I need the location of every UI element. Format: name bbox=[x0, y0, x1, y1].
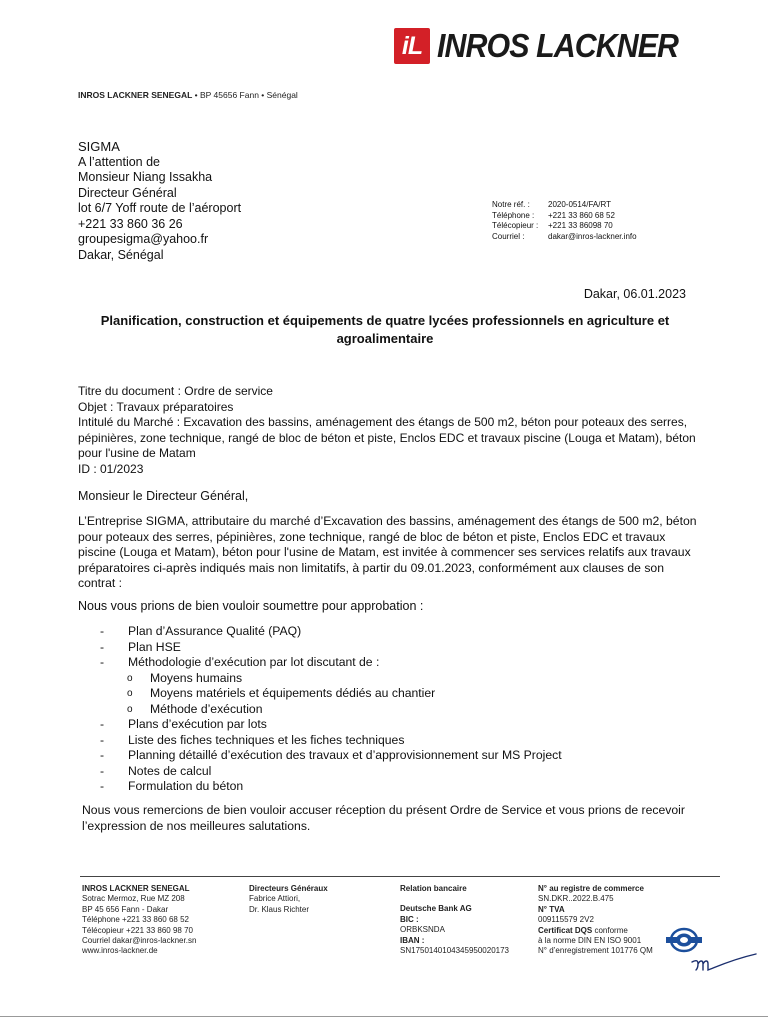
footer-line: Fabrice Attiori, bbox=[249, 894, 301, 904]
sub-list-item bbox=[100, 671, 562, 687]
list-item-text: Plan d’Assurance Qualité (PAQ) bbox=[128, 624, 302, 638]
document-info bbox=[78, 384, 708, 477]
recipient-line: Monsieur Niang Issakha bbox=[78, 170, 213, 184]
footer-heading: INROS LACKNER SENEGAL bbox=[82, 884, 190, 893]
footer-cert-label: Certificat DQS bbox=[538, 925, 593, 935]
footer-iban-value: SN1750140104345950020173 bbox=[400, 946, 509, 956]
reference-row bbox=[492, 211, 637, 222]
sub-list-item-text: Moyens matériels et équipements dédiés au chantier bbox=[150, 686, 436, 700]
reference-label: Télécopieur : bbox=[492, 221, 539, 230]
spacer bbox=[400, 894, 509, 904]
list-item bbox=[100, 748, 562, 764]
sender-address: • BP 45656 Fann • Sénégal bbox=[194, 90, 298, 100]
circle-bullet: o bbox=[127, 703, 133, 715]
recipient-line: lot 6/7 Yoff route de l’aéroport bbox=[78, 201, 242, 215]
list-item-text: Méthodologie d’exécution par lot discutant de : bbox=[128, 655, 380, 669]
footer-registry-column bbox=[538, 884, 653, 957]
footer-bic-label: BIC : bbox=[400, 914, 419, 924]
company-logo-mark: iL bbox=[394, 28, 430, 64]
footer-line: Sotrac Mermoz, Rue MZ 208 bbox=[82, 894, 185, 904]
letter-date: Dakar, 06.01.2023 bbox=[583, 287, 686, 301]
request-line: Nous vous prions de bien vouloir soumettre pour approbation : bbox=[78, 599, 424, 613]
reference-email[interactable]: dakar@inros-lackner.info bbox=[548, 231, 637, 241]
body-paragraph: L’Entreprise SIGMA, attributaire du marché d’Excavation des bassins, aménagement des étangs de 500 m2, béton pour poteaux des serres, pépinières, zone technique, rangé de bloc de béton et piste, Enclos EDC et travaux piscine (Louga et Matam), béton pour l'usine de Matam, est invitée à commencer ses services relatifs aux travaux préparatoires ci-après indiqués mais non limitatifs, à partir du 09.01.2023, conformément aux clauses de son contrat : bbox=[78, 514, 697, 590]
dash-bullet: - bbox=[100, 624, 105, 638]
footer-bank-column bbox=[400, 884, 509, 956]
document-market-line: Intitulé du Marché : Excavation des bassins, aménagement des étangs de 500 m2, béton pour poteaux des serres, pépinières, zone technique, rangé de bloc de béton et piste, Enclos EDC et travaux piscine (Louga et Matam), béton pour l'usine de Matam bbox=[78, 415, 696, 460]
document-object-line: Objet : Travaux préparatoires bbox=[78, 399, 234, 414]
sub-list-item-text: Méthode d’exécution bbox=[150, 701, 263, 716]
footer-email[interactable]: Courriel dakar@inros-lackner.sn bbox=[82, 936, 197, 946]
list-item bbox=[100, 655, 562, 671]
reference-value: +221 33 86098 70 bbox=[548, 221, 613, 230]
reference-value: 2020-0514/FA/RT bbox=[548, 200, 612, 209]
list-item bbox=[100, 733, 562, 749]
list-item bbox=[100, 779, 562, 795]
dash-bullet: - bbox=[100, 655, 105, 669]
document-id-line: ID : 01/2023 bbox=[78, 461, 144, 476]
reference-label: Téléphone : bbox=[492, 210, 535, 220]
footer-tva-value: 009115579 2V2 bbox=[538, 915, 594, 925]
circle-bullet: o bbox=[127, 688, 133, 699]
dash-bullet: - bbox=[100, 779, 105, 793]
sender-company: INROS LACKNER SENEGAL bbox=[78, 90, 193, 100]
footer-directors-column bbox=[249, 884, 328, 915]
recipient-line: A l’attention de bbox=[78, 154, 161, 169]
dash-bullet: - bbox=[100, 717, 105, 731]
company-logo-name: INROS LACKNER bbox=[437, 27, 679, 64]
dash-bullet: - bbox=[100, 763, 105, 778]
footer-heading: N° au registre de commerce bbox=[538, 884, 644, 893]
list-item-text: Liste des fiches techniques et les fiches techniques bbox=[128, 732, 405, 747]
footer-line: Dr. Klaus Richter bbox=[249, 904, 310, 914]
list-item bbox=[100, 624, 562, 640]
footer-iban-label: IBAN : bbox=[400, 935, 425, 945]
circle-bullet: o bbox=[127, 672, 133, 684]
footer-rc-value: SN.DKR..2022.B.475 bbox=[538, 894, 614, 904]
list-item-text: Formulation du béton bbox=[128, 779, 244, 793]
reference-label: Courriel : bbox=[492, 231, 525, 241]
reference-block bbox=[492, 200, 637, 242]
recipient-block bbox=[78, 139, 241, 263]
recipient-email[interactable]: groupesigma@yahoo.fr bbox=[78, 232, 209, 246]
dash-bullet: - bbox=[100, 639, 105, 654]
footer-cert-line bbox=[538, 926, 653, 936]
list-item-text: Plans d’exécution par lots bbox=[128, 717, 267, 731]
footer-website[interactable]: www.inros-lackner.de bbox=[82, 946, 158, 956]
dash-bullet: - bbox=[100, 748, 105, 762]
dash-bullet: - bbox=[100, 732, 105, 747]
reference-value: +221 33 860 68 52 bbox=[548, 210, 615, 220]
recipient-company: SIGMA bbox=[78, 139, 120, 154]
recipient-line: Directeur Général bbox=[78, 185, 177, 200]
list-item bbox=[100, 764, 562, 780]
reference-label: Notre réf. : bbox=[492, 200, 530, 209]
sub-list-item-text: Moyens humains bbox=[150, 670, 243, 685]
list-item-text: Notes de calcul bbox=[128, 763, 212, 778]
footer-heading: Directeurs Généraux bbox=[249, 884, 328, 893]
list-item bbox=[100, 640, 562, 656]
footer-norm-line: à la norme DIN EN ISO 9001 bbox=[538, 936, 642, 946]
sub-list-item bbox=[100, 686, 562, 702]
list-item bbox=[100, 717, 562, 733]
closing-paragraph: Nous vous remercions de bien vouloir accuser réception du présent Ordre de Service et vous prions de recevoir l’expression de nos meilleures salutations. bbox=[82, 803, 685, 833]
letter-title: Planification, construction et équipements de quatre lycées professionnels en agriculture et agroalimentaire bbox=[100, 313, 670, 346]
footer-tva-label: N° TVA bbox=[538, 904, 565, 914]
footer-line: Télécopieur +221 33 860 98 70 bbox=[82, 925, 193, 935]
document-title-line: Titre du document : Ordre de service bbox=[78, 384, 273, 398]
footer-company-column bbox=[82, 884, 196, 957]
reference-row bbox=[492, 221, 637, 232]
deliverables-list bbox=[100, 624, 562, 795]
list-item-text: Planning détaillé d’exécution des travaux et d’approvisionnement sur MS Project bbox=[128, 748, 562, 762]
footer-reg-line: N° d’enregistrement 101776 QM bbox=[538, 946, 653, 956]
footer-line: BP 45 656 Fann - Dakar bbox=[82, 904, 169, 914]
sub-list-item bbox=[100, 702, 562, 718]
footer-heading: Relation bancaire bbox=[400, 884, 467, 893]
page-bottom-edge bbox=[0, 1016, 768, 1017]
recipient-line: +221 33 860 36 26 bbox=[78, 216, 183, 231]
salutation: Monsieur le Directeur Général, bbox=[78, 489, 249, 503]
footer-bic-value: ORBKSNDA bbox=[400, 925, 445, 935]
reference-row bbox=[492, 200, 637, 211]
sender-line bbox=[78, 90, 298, 100]
signature-mark bbox=[690, 950, 760, 976]
list-item-text: Plan HSE bbox=[128, 639, 181, 654]
recipient-line: Dakar, Sénégal bbox=[78, 247, 164, 262]
footer-cert-rest: conforme bbox=[592, 925, 628, 935]
footer-divider bbox=[80, 876, 720, 877]
footer-bank-name: Deutsche Bank AG bbox=[400, 904, 472, 914]
reference-row bbox=[492, 232, 637, 243]
footer-line: Téléphone +221 33 860 68 52 bbox=[82, 915, 189, 925]
